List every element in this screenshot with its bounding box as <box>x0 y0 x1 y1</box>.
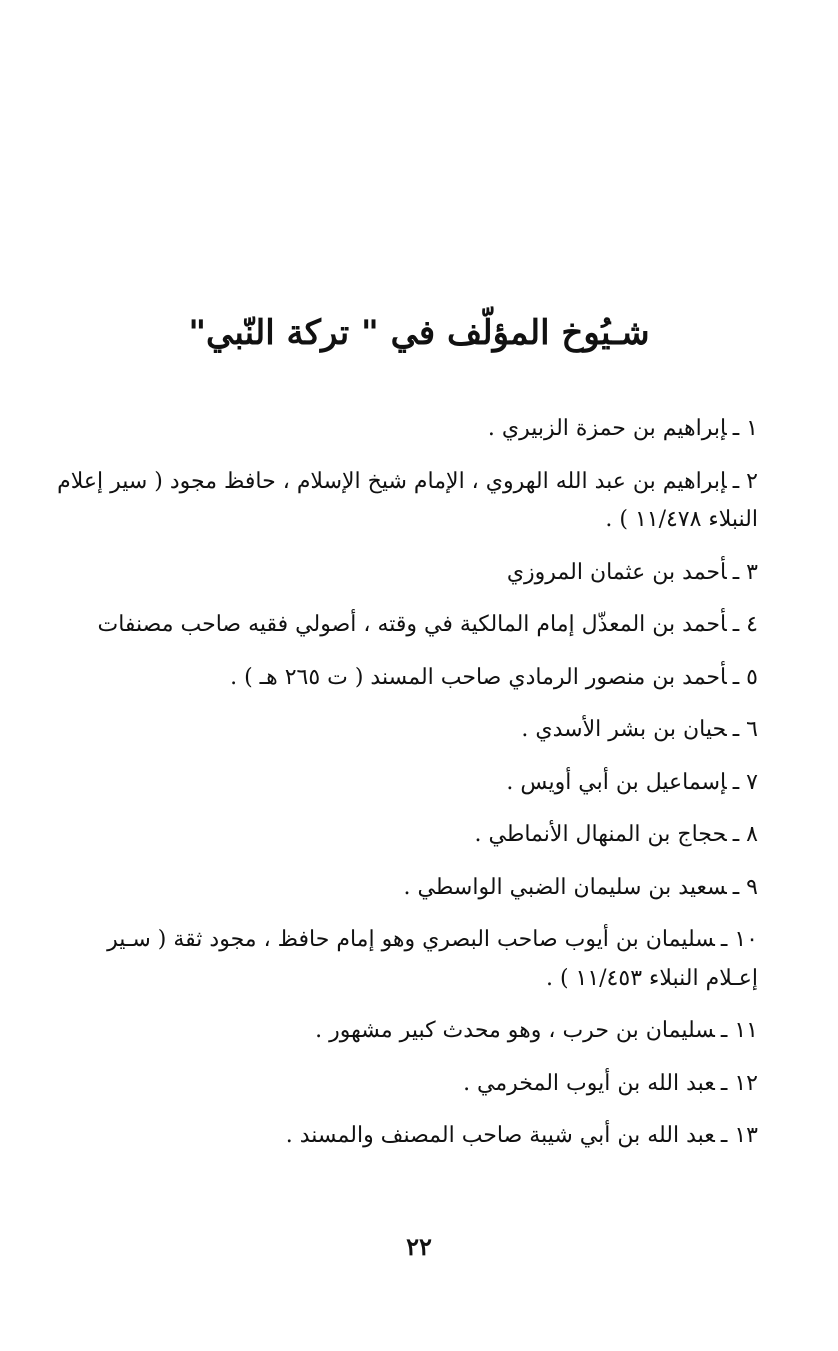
entry-text: عبد الله بن أبي شيبة صاحب المصنف والمسند . <box>285 1123 715 1148</box>
list-item <box>50 869 758 908</box>
entry-number: ٧ ـ <box>732 769 758 795</box>
entry-text: إسماعيل بن أبي أويس . <box>506 769 727 795</box>
list-item <box>50 410 758 449</box>
page-title: شـيُوخ المؤلّف في " تركة النّبي" <box>188 312 650 353</box>
list-item <box>50 606 758 645</box>
entry-text: سليمان بن أيوب صاحب البصري وهو إمام حافظ ، مجود ثقة ( سـير إعـلام النبلاء ١١/٤٥٣ ) . <box>107 927 758 991</box>
entry-text: أحمد بن المعذّل إمام المالكية في وقته ، أصولي فقيه صاحب مصنفات <box>97 612 727 637</box>
entry-number: ٣ ـ <box>732 559 758 585</box>
entry-number: ١٣ ـ <box>720 1123 758 1148</box>
list-item <box>50 711 758 750</box>
entry-number: ٨ ـ <box>732 822 758 847</box>
entry-number: ١٢ ـ <box>720 1070 758 1096</box>
entry-number: ٤ ـ <box>732 612 758 637</box>
list-item <box>50 554 758 593</box>
list-item <box>50 659 758 698</box>
entry-number: ١١ ـ <box>720 1018 758 1043</box>
teachers-list <box>50 410 758 1170</box>
entry-number: ١ ـ <box>732 416 758 441</box>
list-item <box>50 1012 758 1051</box>
list-item <box>50 764 758 803</box>
list-item <box>50 921 758 998</box>
entry-number: ٢ ـ <box>732 468 758 494</box>
entry-number: ٩ ـ <box>732 874 758 900</box>
list-item <box>50 1065 758 1104</box>
entry-number: ٦ ـ <box>732 717 758 742</box>
entry-text: سعيد بن سليمان الضبي الواسطي . <box>403 874 727 900</box>
entry-text: أحمد بن عثمان المروزي <box>506 559 727 585</box>
list-item <box>50 463 758 540</box>
list-item <box>50 1117 758 1156</box>
entry-text: عبد الله بن أيوب المخرمي . <box>463 1070 715 1096</box>
entry-text: إبراهيم بن حمزة الزبيري . <box>487 416 727 441</box>
entry-number: ٥ ـ <box>732 664 758 690</box>
entry-text: حيان بن بشر الأسدي . <box>521 717 727 742</box>
entry-text: سليمان بن حرب ، وهو محدث كبير مشهور . <box>315 1018 715 1043</box>
entry-text: أحمد بن منصور الرمادي صاحب المسند ( ت ٢٦٥ هـ ) . <box>230 664 727 690</box>
entry-text: حجاج بن المنهال الأنماطي . <box>474 822 727 847</box>
list-item <box>50 816 758 855</box>
entry-text: إبراهيم بن عبد الله الهروي ، الإمام شيخ الإسلام ، حافظ مجود ( سير إعلام النبلاء ١١/٤٧٨ ) . <box>57 468 758 532</box>
entry-number: ١٠ ـ <box>720 927 758 952</box>
page-number: ٢٢ <box>406 1232 432 1261</box>
